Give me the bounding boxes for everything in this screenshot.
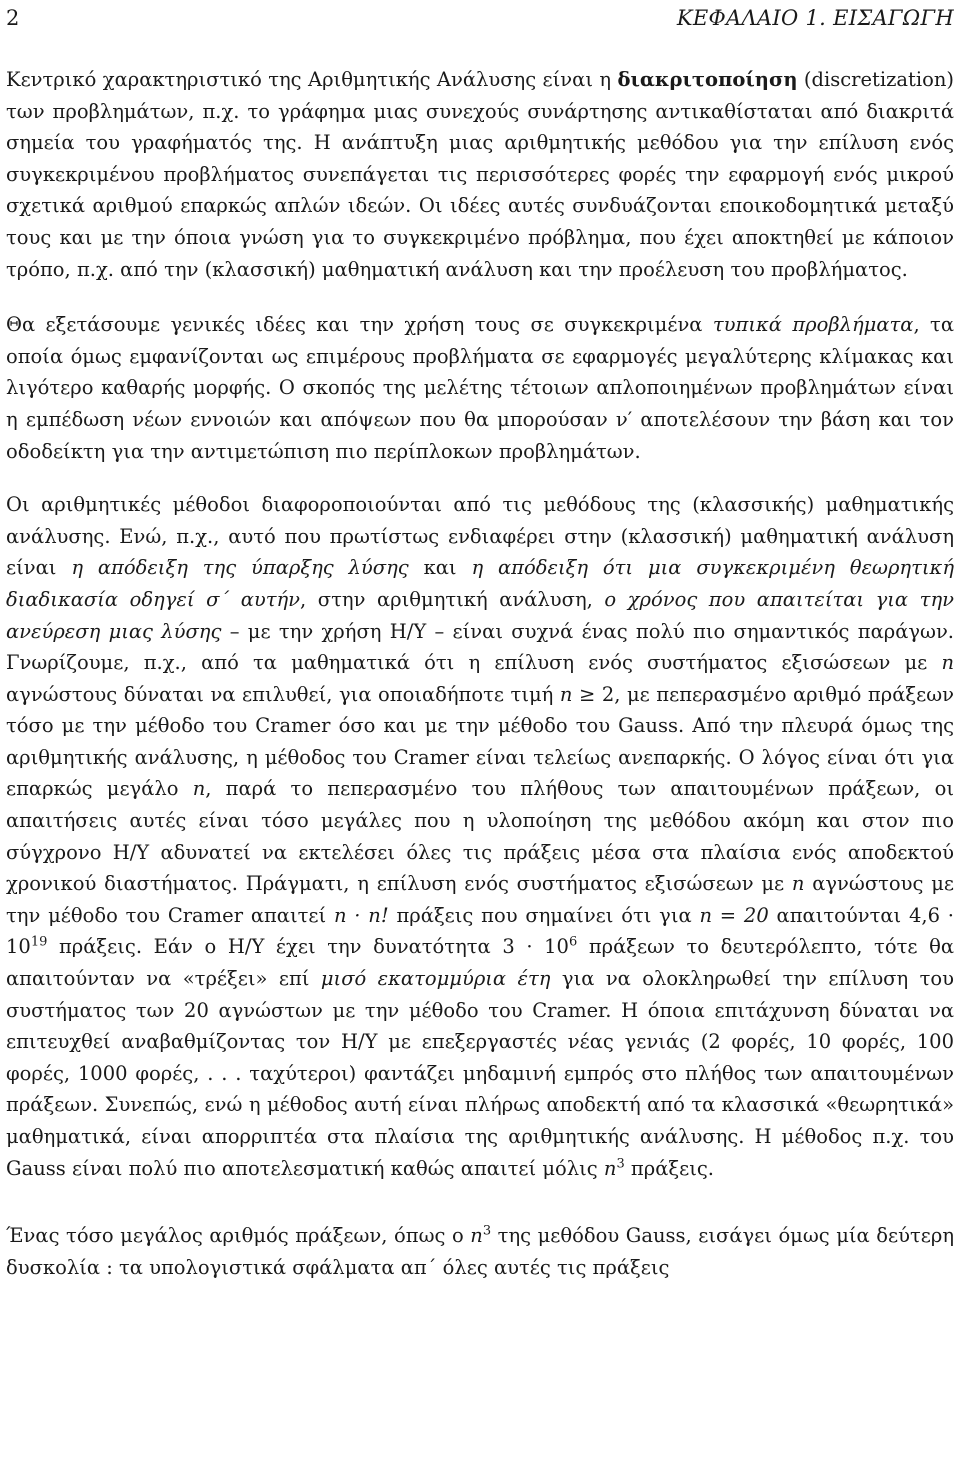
text-span: Οι αριθμητικές μέθοδοι διαφοροποιούνται από τις μεθόδους της (κλασσικής) μαθηματικής ανάλυσης. Ενώ, π.χ., αυτό που πρωτίστως ενδιαφέρει στην (κλασσική) μαθηματική ανάλυση είναι bbox=[6, 493, 954, 580]
math-symbol: n bbox=[192, 777, 206, 801]
math-symbol: n = 20 bbox=[699, 903, 769, 927]
italic-term: ο χρόνος που απαιτείται για την ανεύρεση μιας λύσης bbox=[6, 587, 954, 643]
page-header bbox=[6, 0, 954, 40]
italic-term: μισό εκατομμύρια έτη bbox=[320, 967, 551, 991]
math-symbol: 3 · 10 bbox=[502, 935, 569, 959]
text-span: αγνώστους δύναται να επιλυθεί, για οποιαδήποτε τιμή bbox=[6, 682, 560, 706]
text-span: πράξεις που σημαίνει ότι για bbox=[388, 903, 700, 927]
math-exponent: 3 bbox=[482, 1223, 492, 1239]
math-symbol: 4,6 · 10 bbox=[6, 903, 954, 959]
italic-term: η απόδειξη της ύπαρξης λύσης bbox=[71, 556, 409, 580]
paragraph-computational-errors bbox=[6, 1220, 954, 1283]
math-exponent: 3 bbox=[616, 1156, 625, 1172]
page-number: 2 bbox=[6, 6, 20, 30]
text-span: αγνώστων με την μέθοδο του Cramer. Η όποια επιτάχυνση δύναται να επιτευχθεί αναβαθμίζοντας τον Η/Υ με επεξεργαστές νέας γενιάς (2 φορές, 10 φορές, 100 φορές, 1000 φορές, . . . ταχύτεροι) φαντάζει μηδαμινή εμπρός στο πλήθος των απαιτουμένων πράξεων. Συνεπώς, ενώ η μέθοδος αυτή είναι πλήρως αποδεκτή από τα κλασσικά «θεωρητικά» μαθηματικά, είναι απορριπτέα στα πλαίσια της αριθμητικής ανάλυσης. Η μέθοδος π.χ. του Gauss είναι πολύ πιο αποτελεσματική καθώς απαιτεί μόλις bbox=[6, 998, 954, 1180]
math-symbol: n bbox=[559, 682, 573, 706]
text-span: (discretization) των προβλημάτων, π.χ. το γράφημα μιας συνεχούς συνάρτησης αντικαθίσταται από διακριτά σημεία του γραφήματός της. Η ανάπτυξη μιας αριθμητικής μεθόδου για την επίλυση ενός συγκεκριμένου προβλήματος συνεπάγεται τις περισσότερες φορές την εφαρμογή ενός μικρού σχετικά αριθμού επαρκώς απλών ιδεών. Οι ιδέες αυτές συνδυάζονται εποικοδομητικά μεταξύ τους και με την όποια γνώση για το συγκεκριμένο πρόβλημα, που έχει αποκτηθεί με κάποιον τρόπο, π.χ. από την (κλασσική) μαθηματική ανάλυση και την προέλευση του προβλήματος. bbox=[6, 68, 954, 281]
text-span: απαιτούνται bbox=[768, 903, 909, 927]
text-span: πράξεις. Εάν ο Η/Υ έχει την δυνατότητα bbox=[47, 935, 503, 959]
italic-term: η απόδειξη ότι μια συγκεκριμένη θεωρητική διαδικασία οδηγεί σ΄ αυτήν bbox=[6, 556, 954, 611]
text-span: , τα οποία όμως εμφανίζονται ως επιμέρους προβλήματα σε εφαρμογές μεγαλύτερης κλίμακας και λιγότερο καθαρής μορφής. Ο σκοπός της μελέτης τέτοιων απλοποιημένων προβλημάτων είναι η εμπέδωση νέων εννοιών και απόψεων που θα μπορούσαν ν′ αποτελέσουν την βάση και τον οδοδείκτη για την αντιμετώπιση πιο περίπλοκων προβλημάτων. bbox=[6, 313, 955, 463]
math-symbol: n bbox=[791, 872, 805, 896]
math-symbol: 20 bbox=[184, 998, 209, 1022]
text-span: πράξεων το δευτερόλεπτο, τότε θα απαιτούνταν να «τρέξει» επί bbox=[6, 935, 954, 991]
math-symbol: n bbox=[603, 1156, 617, 1180]
math-symbol: n bbox=[941, 651, 954, 675]
text-span: πράξεις. bbox=[624, 1156, 714, 1180]
text-span: , στην αριθμητική ανάλυση, bbox=[300, 587, 605, 611]
text-span: αγνώστους με την μέθοδο του Cramer απαιτεί bbox=[6, 872, 954, 927]
text-span: Ένας τόσο μεγάλος αριθμός πράξεων, όπως ο bbox=[6, 1224, 471, 1248]
bold-term: διακριτοποίηση bbox=[617, 68, 798, 91]
paragraph-typical-problems bbox=[6, 309, 954, 467]
document-page bbox=[6, 0, 954, 1283]
math-symbol: ≥ 2 bbox=[572, 682, 615, 706]
paragraph-numerical-methods bbox=[6, 489, 954, 1184]
paragraph-discretization bbox=[6, 64, 954, 285]
text-span: για να ολοκληρωθεί την επίλυση του συστήματος των bbox=[6, 967, 954, 1022]
text-span: Κεντρικό χαρακτηριστικό της Αριθμητικής Ανάλυσης είναι η bbox=[6, 68, 618, 91]
text-span: , παρά το πεπερασμένο του πλήθους των απαιτουμένων πράξεων, οι απαιτήσεις αυτές είναι τόσο μεγάλες που η υλοποίηση της μεθόδου ακόμη και στον πιο σύγχρονο Η/Υ αδυνατεί να εκτελέσει όλες τις πράξεις μέσα στα πλαίσια ενός αποδεκτού χρονικού διαστήματος. Πράγματι, η επίλυση ενός συστήματος εξισώσεων με bbox=[6, 777, 954, 896]
text-span: και bbox=[408, 556, 472, 580]
running-title: ΚΕΦΑΛΑΙΟ 1. ΕΙΣΑΓΩΓΗ bbox=[676, 6, 954, 30]
math-symbol: n bbox=[470, 1224, 483, 1248]
italic-term: τυπικά προβλήματα bbox=[712, 313, 914, 337]
text-span: της μεθόδου Gauss, εισάγει όμως μία δεύτερη δυσκολία : τα υπολογιστικά σφάλματα απ΄ όλες αυτές τις πράξεις bbox=[6, 1224, 955, 1279]
math-symbol: n · n! bbox=[333, 903, 389, 927]
text-span: , με πεπερασμένο αριθμό πράξεων τόσο με την μέθοδο του Cramer όσο και με την μέθοδο του Gauss. Από την πλευρά όμως της αριθμητικής ανάλυσης, η μέθοδος του Cramer είναι τελείως ανεπαρκής. Ο λόγος είναι ότι για επαρκώς μεγάλο bbox=[6, 682, 954, 801]
text-span: – με την χρήση Η/Υ – είναι συχνά ένας πολύ πιο σημαντικός παράγων. Γνωρίζουμε, π.χ., από τα μαθηματικά ότι η επίλυση ενός συστήματος εξισώσεων με bbox=[6, 619, 955, 675]
math-exponent: 6 bbox=[568, 934, 578, 950]
math-exponent: 19 bbox=[30, 934, 48, 950]
text-span: Θα εξετάσουμε γενικές ιδέες και την χρήση τους σε συγκεκριμένα bbox=[6, 313, 713, 337]
